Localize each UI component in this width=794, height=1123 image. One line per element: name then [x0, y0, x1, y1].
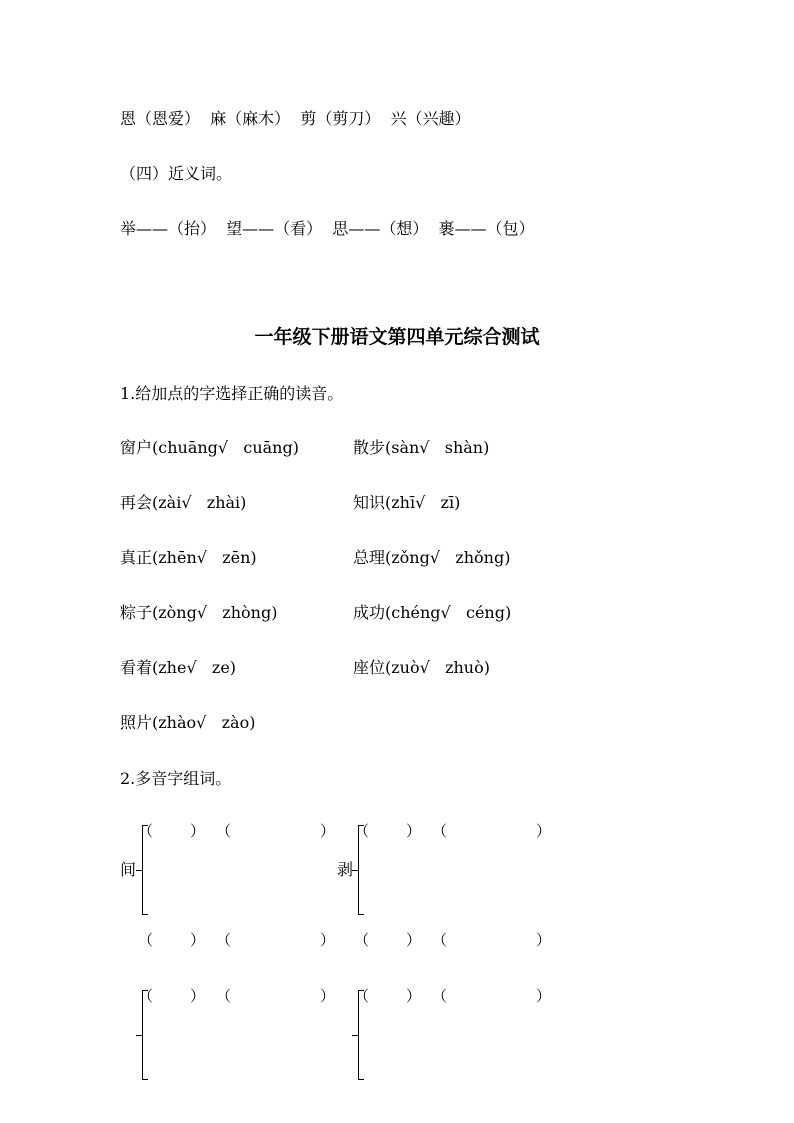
answer-blank[interactable]: （: [354, 822, 370, 840]
pronunciation-item: 照片(zhào√ zào): [120, 713, 256, 732]
answer-blank[interactable]: ）: [190, 931, 206, 949]
question-2-heading: 2.多音字组词。: [120, 769, 232, 788]
pronunciation-item: 座位(zuò√ zhuò): [353, 658, 490, 677]
pronunciation-item: 散步(sàn√ shàn): [353, 438, 490, 457]
answer-blank[interactable]: （: [216, 987, 232, 1005]
pronunciation-item: 窗户(chuāng√ cuāng): [120, 438, 299, 457]
answer-blank[interactable]: （: [138, 931, 154, 949]
synonyms-heading: （四）近义词。: [120, 164, 233, 183]
answer-blank[interactable]: （: [432, 931, 448, 949]
answer-blank[interactable]: ）: [536, 931, 552, 949]
answer-blank[interactable]: （: [138, 987, 154, 1005]
answer-blank[interactable]: ）: [536, 987, 552, 1005]
answer-blank[interactable]: （: [354, 987, 370, 1005]
answer-blank[interactable]: ）: [406, 822, 422, 840]
answer-blank[interactable]: ）: [536, 822, 552, 840]
answer-blank[interactable]: ）: [320, 987, 336, 1005]
pronunciation-item: 看着(zhe√ ze): [120, 658, 237, 677]
polyphone-char: 间: [120, 860, 137, 879]
pronunciation-item: 成功(chéng√ céng): [353, 603, 512, 622]
answer-blank[interactable]: （: [432, 822, 448, 840]
answer-blank[interactable]: （: [216, 931, 232, 949]
question-1-heading: 1.给加点的字选择正确的读音。: [120, 384, 344, 403]
pronunciation-item: 真正(zhēn√ zēn): [120, 548, 257, 567]
answer-blank[interactable]: ）: [320, 931, 336, 949]
pronunciation-item: 再会(zài√ zhài): [120, 493, 247, 512]
answer-blank[interactable]: ）: [190, 822, 206, 840]
answer-blank[interactable]: （: [432, 987, 448, 1005]
polyphone-char: 剥: [337, 860, 354, 879]
answer-blank[interactable]: ）: [406, 931, 422, 949]
answer-blank[interactable]: （: [138, 822, 154, 840]
page-title: 一年级下册语文第四单元综合测试: [254, 326, 540, 348]
answer-blank[interactable]: ）: [320, 822, 336, 840]
answer-blank[interactable]: ）: [406, 987, 422, 1005]
answer-blank[interactable]: ）: [190, 987, 206, 1005]
pronunciation-item: 总理(zǒng√ zhǒng): [353, 548, 511, 567]
synonyms-line: 举——（抬） 望——（看） 思——（想） 裹——（包）: [120, 219, 535, 238]
answer-blank[interactable]: （: [216, 822, 232, 840]
pronunciation-item: 知识(zhī√ zī): [353, 493, 461, 512]
pronunciation-item: 粽子(zòng√ zhòng): [120, 603, 278, 622]
answer-blank[interactable]: （: [354, 931, 370, 949]
polyphone-words-line: 恩（恩爱） 麻（麻木） 剪（剪刀） 兴（兴趣）: [120, 109, 471, 128]
